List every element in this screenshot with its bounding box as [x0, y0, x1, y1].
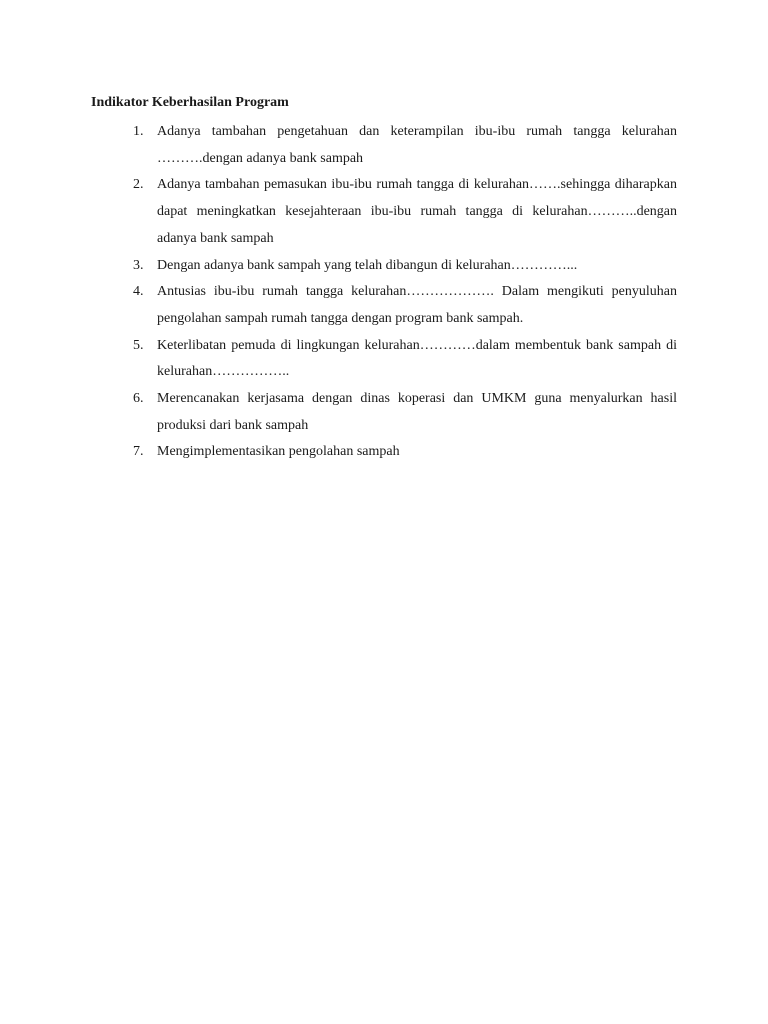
list-item-text: Dengan adanya bank sampah yang telah dibangun di kelurahan…………...	[157, 257, 578, 273]
list-item-number: 2.	[133, 177, 144, 193]
list-item-number: 5.	[133, 337, 144, 353]
list-item-number: 1.	[133, 124, 144, 139]
list-item-number: 6.	[133, 391, 144, 407]
list-item	[133, 253, 677, 280]
list-item-number: 3.	[133, 257, 144, 273]
indicator-list	[133, 119, 677, 466]
list-item-text: Keterlibatan pemuda di lingkungan kelurahan…………dalam membentuk bank sampah di kelurahan……………..	[157, 337, 677, 380]
list-item	[133, 279, 677, 332]
section-heading: Indikator Keberhasilan Program	[91, 95, 289, 110]
list-item	[133, 386, 677, 439]
list-item	[133, 119, 677, 172]
list-item-text: Merencanakan kerjasama dengan dinas koperasi dan UMKM guna menyalurkan hasil produksi dari bank sampah	[157, 391, 677, 433]
list-item	[133, 333, 677, 386]
list-item	[133, 439, 677, 466]
list-item-number: 7.	[133, 444, 144, 460]
list-item-text: Adanya tambahan pemasukan ibu-ibu rumah tangga di kelurahan…….sehingga diharapkan dapat meningkatkan kesejahteraan ibu-ibu rumah tangga di kelurahan………..dengan adanya bank sampah	[157, 177, 677, 246]
list-item-text: Antusias ibu-ibu rumah tangga kelurahan………………. Dalam mengikuti penyuluhan pengolahan sampah rumah tangga dengan program bank sampah.	[157, 284, 677, 326]
list-item-text: Adanya tambahan pengetahuan dan keterampilan ibu-ibu rumah tangga kelurahan ……….dengan adanya bank sampah	[157, 124, 677, 166]
list-item-text: Mengimplementasikan pengolahan sampah	[157, 444, 400, 460]
list-item-number: 4.	[133, 284, 144, 300]
list-item	[133, 172, 677, 252]
